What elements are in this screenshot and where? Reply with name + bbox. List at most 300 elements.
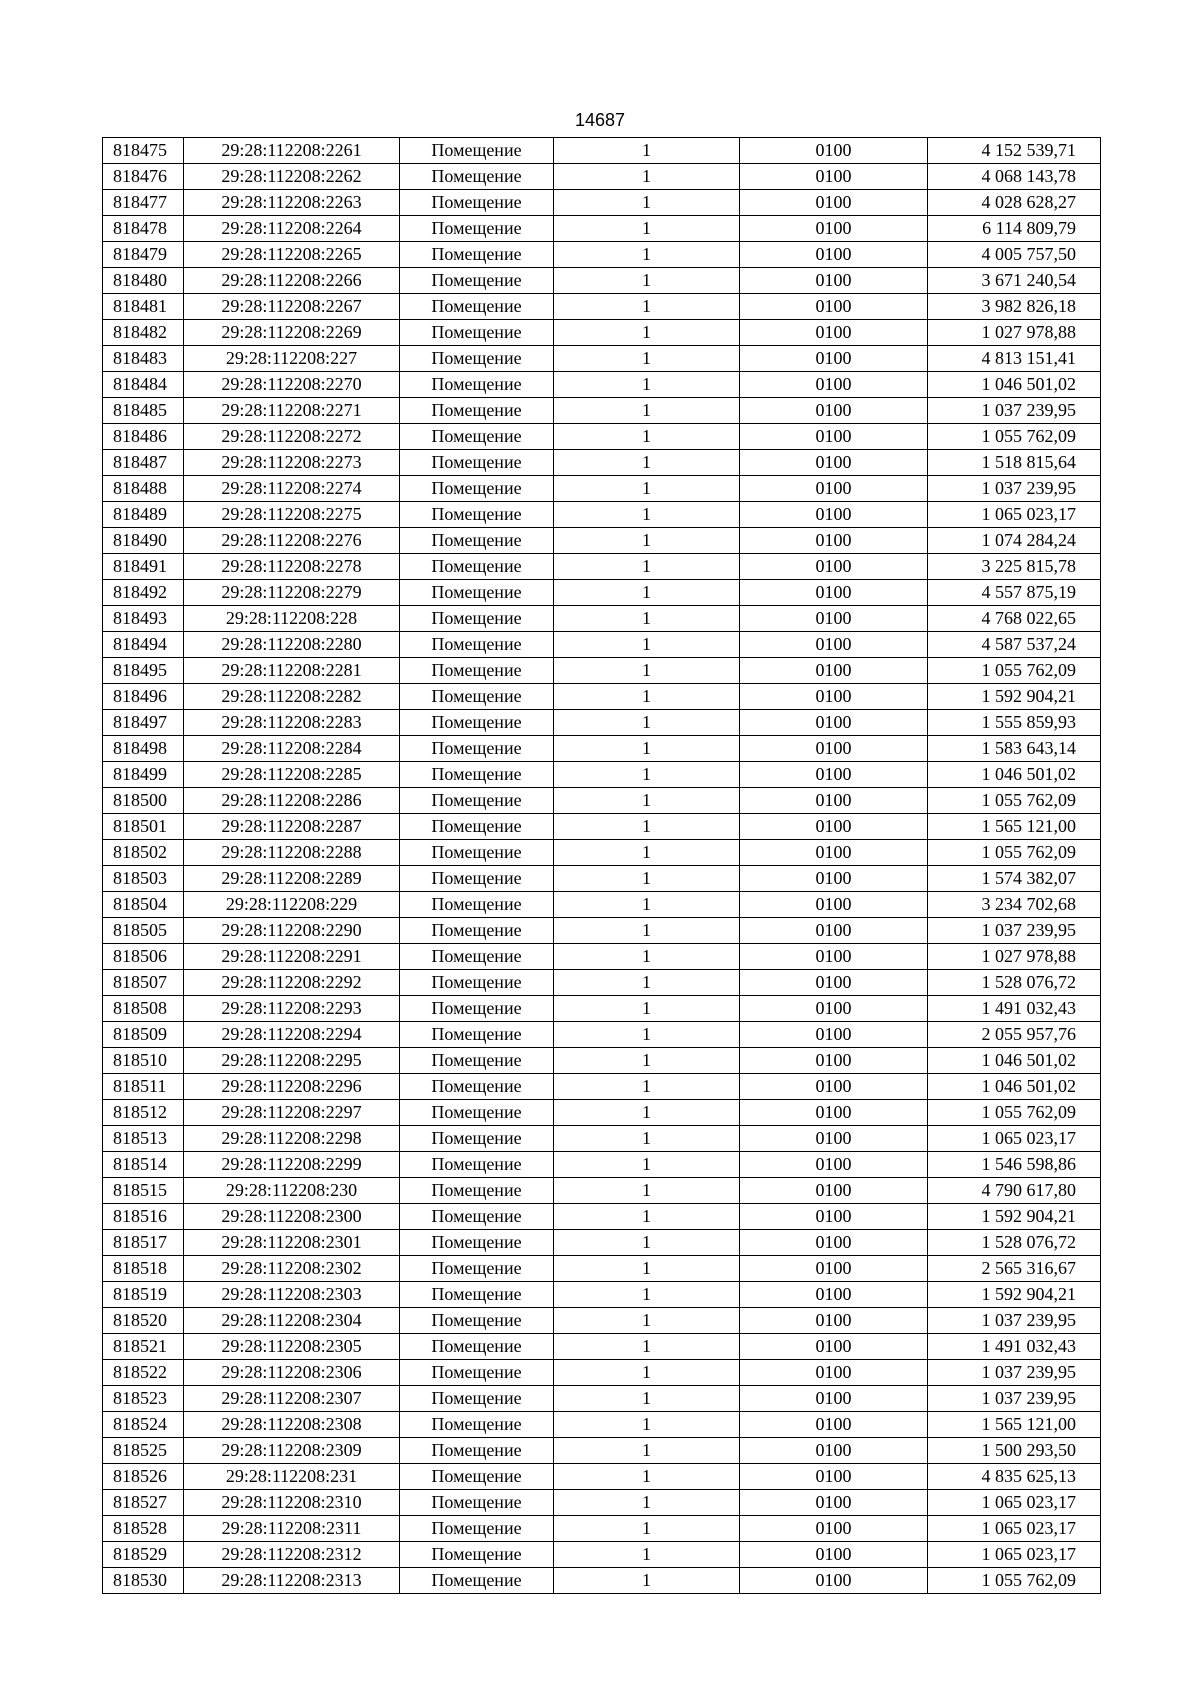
row-number-cell: 818483 — [103, 346, 184, 372]
count-cell: 1 — [554, 1516, 740, 1542]
row-number-cell: 818500 — [103, 788, 184, 814]
cadastral-number-cell: 29:28:112208:2269 — [184, 320, 400, 346]
row-number-cell: 818484 — [103, 372, 184, 398]
table-row — [103, 1386, 1101, 1412]
code-cell: 0100 — [740, 814, 928, 840]
cadastral-number-cell: 29:28:112208:2303 — [184, 1282, 400, 1308]
cadastral-value-cell: 4 587 537,24 — [928, 632, 1101, 658]
cadastral-number-cell: 29:28:112208:2296 — [184, 1074, 400, 1100]
cadastral-number-cell: 29:28:112208:2270 — [184, 372, 400, 398]
object-type-cell: Помещение — [400, 424, 554, 450]
table-row — [103, 606, 1101, 632]
cadastral-number-cell: 29:28:112208:2313 — [184, 1568, 400, 1594]
object-type-cell: Помещение — [400, 1464, 554, 1490]
object-type-cell: Помещение — [400, 736, 554, 762]
object-type-cell: Помещение — [400, 346, 554, 372]
table-row — [103, 866, 1101, 892]
count-cell: 1 — [554, 502, 740, 528]
table-row — [103, 476, 1101, 502]
cadastral-value-cell: 1 027 978,88 — [928, 944, 1101, 970]
count-cell: 1 — [554, 866, 740, 892]
table-row — [103, 424, 1101, 450]
count-cell: 1 — [554, 164, 740, 190]
table-row — [103, 1516, 1101, 1542]
row-number-cell: 818525 — [103, 1438, 184, 1464]
registry-table — [102, 137, 1101, 1594]
table-row — [103, 138, 1101, 164]
cadastral-value-cell: 3 982 826,18 — [928, 294, 1101, 320]
row-number-cell: 818480 — [103, 268, 184, 294]
object-type-cell: Помещение — [400, 1438, 554, 1464]
code-cell: 0100 — [740, 528, 928, 554]
cadastral-number-cell: 29:28:112208:2281 — [184, 658, 400, 684]
code-cell: 0100 — [740, 372, 928, 398]
object-type-cell: Помещение — [400, 1152, 554, 1178]
code-cell: 0100 — [740, 1386, 928, 1412]
code-cell: 0100 — [740, 1464, 928, 1490]
table-row — [103, 398, 1101, 424]
object-type-cell: Помещение — [400, 476, 554, 502]
cadastral-number-cell: 29:28:112208:2267 — [184, 294, 400, 320]
cadastral-value-cell: 1 037 239,95 — [928, 398, 1101, 424]
row-number-cell: 818501 — [103, 814, 184, 840]
cadastral-number-cell: 29:28:112208:2285 — [184, 762, 400, 788]
object-type-cell: Помещение — [400, 1542, 554, 1568]
table-row — [103, 1438, 1101, 1464]
cadastral-number-cell: 29:28:112208:229 — [184, 892, 400, 918]
object-type-cell: Помещение — [400, 1022, 554, 1048]
cadastral-value-cell: 4 152 539,71 — [928, 138, 1101, 164]
table-row — [103, 216, 1101, 242]
code-cell: 0100 — [740, 1152, 928, 1178]
table-row — [103, 918, 1101, 944]
table-row — [103, 1048, 1101, 1074]
cadastral-number-cell: 29:28:112208:2311 — [184, 1516, 400, 1542]
cadastral-number-cell: 29:28:112208:2312 — [184, 1542, 400, 1568]
cadastral-number-cell: 29:28:112208:2308 — [184, 1412, 400, 1438]
code-cell: 0100 — [740, 684, 928, 710]
row-number-cell: 818507 — [103, 970, 184, 996]
cadastral-value-cell: 2 565 316,67 — [928, 1256, 1101, 1282]
count-cell: 1 — [554, 710, 740, 736]
cadastral-number-cell: 29:28:112208:2264 — [184, 216, 400, 242]
code-cell: 0100 — [740, 762, 928, 788]
count-cell: 1 — [554, 346, 740, 372]
cadastral-number-cell: 29:28:112208:2278 — [184, 554, 400, 580]
cadastral-number-cell: 29:28:112208:2297 — [184, 1100, 400, 1126]
code-cell: 0100 — [740, 1334, 928, 1360]
cadastral-value-cell: 1 500 293,50 — [928, 1438, 1101, 1464]
table-row — [103, 736, 1101, 762]
row-number-cell: 818513 — [103, 1126, 184, 1152]
row-number-cell: 818487 — [103, 450, 184, 476]
row-number-cell: 818524 — [103, 1412, 184, 1438]
code-cell: 0100 — [740, 1178, 928, 1204]
code-cell: 0100 — [740, 632, 928, 658]
row-number-cell: 818511 — [103, 1074, 184, 1100]
table-row — [103, 1256, 1101, 1282]
code-cell: 0100 — [740, 710, 928, 736]
cadastral-number-cell: 29:28:112208:2293 — [184, 996, 400, 1022]
code-cell: 0100 — [740, 996, 928, 1022]
object-type-cell: Помещение — [400, 1204, 554, 1230]
cadastral-value-cell: 1 037 239,95 — [928, 1360, 1101, 1386]
cadastral-value-cell: 1 583 643,14 — [928, 736, 1101, 762]
code-cell: 0100 — [740, 1568, 928, 1594]
table-row — [103, 450, 1101, 476]
table-row — [103, 1490, 1101, 1516]
code-cell: 0100 — [740, 242, 928, 268]
row-number-cell: 818530 — [103, 1568, 184, 1594]
cadastral-value-cell: 1 565 121,00 — [928, 1412, 1101, 1438]
table-row — [103, 580, 1101, 606]
code-cell: 0100 — [740, 918, 928, 944]
object-type-cell: Помещение — [400, 138, 554, 164]
count-cell: 1 — [554, 268, 740, 294]
cadastral-value-cell: 4 005 757,50 — [928, 242, 1101, 268]
cadastral-value-cell: 1 046 501,02 — [928, 762, 1101, 788]
object-type-cell: Помещение — [400, 502, 554, 528]
row-number-cell: 818498 — [103, 736, 184, 762]
code-cell: 0100 — [740, 268, 928, 294]
count-cell: 1 — [554, 398, 740, 424]
table-row — [103, 710, 1101, 736]
code-cell: 0100 — [740, 1360, 928, 1386]
cadastral-value-cell: 1 546 598,86 — [928, 1152, 1101, 1178]
cadastral-value-cell: 1 046 501,02 — [928, 1074, 1101, 1100]
count-cell: 1 — [554, 840, 740, 866]
count-cell: 1 — [554, 528, 740, 554]
object-type-cell: Помещение — [400, 1100, 554, 1126]
row-number-cell: 818522 — [103, 1360, 184, 1386]
object-type-cell: Помещение — [400, 970, 554, 996]
row-number-cell: 818505 — [103, 918, 184, 944]
cadastral-number-cell: 29:28:112208:2295 — [184, 1048, 400, 1074]
row-number-cell: 818490 — [103, 528, 184, 554]
code-cell: 0100 — [740, 892, 928, 918]
row-number-cell: 818517 — [103, 1230, 184, 1256]
row-number-cell: 818528 — [103, 1516, 184, 1542]
cadastral-number-cell: 29:28:112208:2276 — [184, 528, 400, 554]
cadastral-number-cell: 29:28:112208:2279 — [184, 580, 400, 606]
table-row — [103, 814, 1101, 840]
table-row — [103, 1542, 1101, 1568]
count-cell: 1 — [554, 684, 740, 710]
object-type-cell: Помещение — [400, 1178, 554, 1204]
count-cell: 1 — [554, 944, 740, 970]
cadastral-value-cell: 4 557 875,19 — [928, 580, 1101, 606]
code-cell: 0100 — [740, 1074, 928, 1100]
cadastral-value-cell: 1 065 023,17 — [928, 1542, 1101, 1568]
row-number-cell: 818514 — [103, 1152, 184, 1178]
table-row — [103, 164, 1101, 190]
count-cell: 1 — [554, 606, 740, 632]
cadastral-number-cell: 29:28:112208:2294 — [184, 1022, 400, 1048]
object-type-cell: Помещение — [400, 554, 554, 580]
table-row — [103, 346, 1101, 372]
cadastral-value-cell: 1 074 284,24 — [928, 528, 1101, 554]
object-type-cell: Помещение — [400, 684, 554, 710]
table-row — [103, 1022, 1101, 1048]
object-type-cell: Помещение — [400, 658, 554, 684]
code-cell: 0100 — [740, 788, 928, 814]
object-type-cell: Помещение — [400, 1308, 554, 1334]
cadastral-number-cell: 29:28:112208:2284 — [184, 736, 400, 762]
cadastral-number-cell: 29:28:112208:2299 — [184, 1152, 400, 1178]
code-cell: 0100 — [740, 190, 928, 216]
cadastral-value-cell: 1 592 904,21 — [928, 1282, 1101, 1308]
row-number-cell: 818477 — [103, 190, 184, 216]
cadastral-value-cell: 1 037 239,95 — [928, 476, 1101, 502]
object-type-cell: Помещение — [400, 268, 554, 294]
count-cell: 1 — [554, 554, 740, 580]
object-type-cell: Помещение — [400, 1386, 554, 1412]
cadastral-number-cell: 29:28:112208:2286 — [184, 788, 400, 814]
cadastral-value-cell: 6 114 809,79 — [928, 216, 1101, 242]
count-cell: 1 — [554, 372, 740, 398]
code-cell: 0100 — [740, 1256, 928, 1282]
cadastral-value-cell: 4 835 625,13 — [928, 1464, 1101, 1490]
code-cell: 0100 — [740, 1412, 928, 1438]
cadastral-number-cell: 29:28:112208:2305 — [184, 1334, 400, 1360]
row-number-cell: 818475 — [103, 138, 184, 164]
cadastral-number-cell: 29:28:112208:2282 — [184, 684, 400, 710]
count-cell: 1 — [554, 216, 740, 242]
code-cell: 0100 — [740, 502, 928, 528]
row-number-cell: 818494 — [103, 632, 184, 658]
count-cell: 1 — [554, 996, 740, 1022]
cadastral-value-cell: 1 518 815,64 — [928, 450, 1101, 476]
count-cell: 1 — [554, 1490, 740, 1516]
row-number-cell: 818486 — [103, 424, 184, 450]
object-type-cell: Помещение — [400, 944, 554, 970]
count-cell: 1 — [554, 788, 740, 814]
cadastral-value-cell: 1 055 762,09 — [928, 1100, 1101, 1126]
row-number-cell: 818529 — [103, 1542, 184, 1568]
count-cell: 1 — [554, 1152, 740, 1178]
table-row — [103, 1464, 1101, 1490]
count-cell: 1 — [554, 1282, 740, 1308]
code-cell: 0100 — [740, 866, 928, 892]
row-number-cell: 818506 — [103, 944, 184, 970]
table-row — [103, 1308, 1101, 1334]
code-cell: 0100 — [740, 216, 928, 242]
cadastral-value-cell: 3 671 240,54 — [928, 268, 1101, 294]
count-cell: 1 — [554, 294, 740, 320]
table-row — [103, 996, 1101, 1022]
table-row — [103, 554, 1101, 580]
cadastral-value-cell: 1 046 501,02 — [928, 1048, 1101, 1074]
cadastral-number-cell: 29:28:112208:2309 — [184, 1438, 400, 1464]
table-row — [103, 1152, 1101, 1178]
table-row — [103, 788, 1101, 814]
cadastral-value-cell: 1 055 762,09 — [928, 788, 1101, 814]
table-row — [103, 970, 1101, 996]
code-cell: 0100 — [740, 1308, 928, 1334]
count-cell: 1 — [554, 762, 740, 788]
count-cell: 1 — [554, 814, 740, 840]
cadastral-number-cell: 29:28:112208:2283 — [184, 710, 400, 736]
count-cell: 1 — [554, 1048, 740, 1074]
row-number-cell: 818502 — [103, 840, 184, 866]
row-number-cell: 818509 — [103, 1022, 184, 1048]
row-number-cell: 818519 — [103, 1282, 184, 1308]
object-type-cell: Помещение — [400, 1568, 554, 1594]
cadastral-number-cell: 29:28:112208:2301 — [184, 1230, 400, 1256]
cadastral-number-cell: 29:28:112208:2288 — [184, 840, 400, 866]
object-type-cell: Помещение — [400, 1230, 554, 1256]
count-cell: 1 — [554, 1464, 740, 1490]
cadastral-number-cell: 29:28:112208:2274 — [184, 476, 400, 502]
table-row — [103, 1074, 1101, 1100]
count-cell: 1 — [554, 1204, 740, 1230]
code-cell: 0100 — [740, 580, 928, 606]
code-cell: 0100 — [740, 970, 928, 996]
cadastral-value-cell: 1 574 382,07 — [928, 866, 1101, 892]
object-type-cell: Помещение — [400, 840, 554, 866]
count-cell: 1 — [554, 476, 740, 502]
cadastral-number-cell: 29:28:112208:2275 — [184, 502, 400, 528]
table-row — [103, 190, 1101, 216]
cadastral-number-cell: 29:28:112208:2271 — [184, 398, 400, 424]
object-type-cell: Помещение — [400, 762, 554, 788]
table-row — [103, 294, 1101, 320]
cadastral-value-cell: 1 055 762,09 — [928, 840, 1101, 866]
cadastral-value-cell: 1 065 023,17 — [928, 1126, 1101, 1152]
code-cell: 0100 — [740, 736, 928, 762]
row-number-cell: 818516 — [103, 1204, 184, 1230]
cadastral-number-cell: 29:28:112208:2266 — [184, 268, 400, 294]
object-type-cell: Помещение — [400, 372, 554, 398]
row-number-cell: 818485 — [103, 398, 184, 424]
cadastral-value-cell: 2 055 957,76 — [928, 1022, 1101, 1048]
object-type-cell: Помещение — [400, 528, 554, 554]
object-type-cell: Помещение — [400, 996, 554, 1022]
cadastral-value-cell: 1 528 076,72 — [928, 970, 1101, 996]
cadastral-number-cell: 29:28:112208:227 — [184, 346, 400, 372]
object-type-cell: Помещение — [400, 1360, 554, 1386]
code-cell: 0100 — [740, 138, 928, 164]
object-type-cell: Помещение — [400, 320, 554, 346]
object-type-cell: Помещение — [400, 1126, 554, 1152]
count-cell: 1 — [554, 1022, 740, 1048]
cadastral-value-cell: 3 225 815,78 — [928, 554, 1101, 580]
object-type-cell: Помещение — [400, 1256, 554, 1282]
row-number-cell: 818512 — [103, 1100, 184, 1126]
row-number-cell: 818504 — [103, 892, 184, 918]
count-cell: 1 — [554, 1568, 740, 1594]
cadastral-value-cell: 1 037 239,95 — [928, 1386, 1101, 1412]
cadastral-number-cell: 29:28:112208:2263 — [184, 190, 400, 216]
count-cell: 1 — [554, 1256, 740, 1282]
count-cell: 1 — [554, 1074, 740, 1100]
row-number-cell: 818515 — [103, 1178, 184, 1204]
cadastral-number-cell: 29:28:112208:231 — [184, 1464, 400, 1490]
count-cell: 1 — [554, 320, 740, 346]
cadastral-number-cell: 29:28:112208:228 — [184, 606, 400, 632]
cadastral-number-cell: 29:28:112208:2304 — [184, 1308, 400, 1334]
count-cell: 1 — [554, 138, 740, 164]
object-type-cell: Помещение — [400, 1048, 554, 1074]
object-type-cell: Помещение — [400, 788, 554, 814]
cadastral-number-cell: 29:28:112208:2292 — [184, 970, 400, 996]
cadastral-number-cell: 29:28:112208:2298 — [184, 1126, 400, 1152]
cadastral-value-cell: 3 234 702,68 — [928, 892, 1101, 918]
cadastral-number-cell: 29:28:112208:2287 — [184, 814, 400, 840]
count-cell: 1 — [554, 450, 740, 476]
row-number-cell: 818481 — [103, 294, 184, 320]
cadastral-value-cell: 1 491 032,43 — [928, 996, 1101, 1022]
object-type-cell: Помещение — [400, 294, 554, 320]
cadastral-number-cell: 29:28:112208:2290 — [184, 918, 400, 944]
cadastral-number-cell: 29:28:112208:2300 — [184, 1204, 400, 1230]
object-type-cell: Помещение — [400, 606, 554, 632]
row-number-cell: 818503 — [103, 866, 184, 892]
count-cell: 1 — [554, 1308, 740, 1334]
row-number-cell: 818491 — [103, 554, 184, 580]
table-row — [103, 372, 1101, 398]
code-cell: 0100 — [740, 944, 928, 970]
row-number-cell: 818495 — [103, 658, 184, 684]
row-number-cell: 818489 — [103, 502, 184, 528]
code-cell: 0100 — [740, 294, 928, 320]
table-row — [103, 840, 1101, 866]
object-type-cell: Помещение — [400, 710, 554, 736]
code-cell: 0100 — [740, 164, 928, 190]
object-type-cell: Помещение — [400, 164, 554, 190]
table-row — [103, 1334, 1101, 1360]
object-type-cell: Помещение — [400, 918, 554, 944]
table-row — [103, 502, 1101, 528]
cadastral-value-cell: 1 491 032,43 — [928, 1334, 1101, 1360]
code-cell: 0100 — [740, 1126, 928, 1152]
table-row — [103, 892, 1101, 918]
cadastral-value-cell: 1 065 023,17 — [928, 502, 1101, 528]
cadastral-value-cell: 4 813 151,41 — [928, 346, 1101, 372]
table-row — [103, 242, 1101, 268]
row-number-cell: 818526 — [103, 1464, 184, 1490]
cadastral-value-cell: 1 037 239,95 — [928, 1308, 1101, 1334]
cadastral-value-cell: 4 790 617,80 — [928, 1178, 1101, 1204]
count-cell: 1 — [554, 1412, 740, 1438]
object-type-cell: Помещение — [400, 1282, 554, 1308]
count-cell: 1 — [554, 1126, 740, 1152]
cadastral-value-cell: 1 037 239,95 — [928, 918, 1101, 944]
object-type-cell: Помещение — [400, 1074, 554, 1100]
row-number-cell: 818510 — [103, 1048, 184, 1074]
cadastral-number-cell: 29:28:112208:2291 — [184, 944, 400, 970]
code-cell: 0100 — [740, 320, 928, 346]
object-type-cell: Помещение — [400, 1516, 554, 1542]
cadastral-number-cell: 29:28:112208:2307 — [184, 1386, 400, 1412]
cadastral-number-cell: 29:28:112208:2310 — [184, 1490, 400, 1516]
row-number-cell: 818518 — [103, 1256, 184, 1282]
cadastral-value-cell: 1 055 762,09 — [928, 658, 1101, 684]
cadastral-number-cell: 29:28:112208:2273 — [184, 450, 400, 476]
object-type-cell: Помещение — [400, 814, 554, 840]
object-type-cell: Помещение — [400, 190, 554, 216]
count-cell: 1 — [554, 970, 740, 996]
count-cell: 1 — [554, 580, 740, 606]
row-number-cell: 818499 — [103, 762, 184, 788]
table-row — [103, 944, 1101, 970]
row-number-cell: 818496 — [103, 684, 184, 710]
table-row — [103, 1230, 1101, 1256]
code-cell: 0100 — [740, 1230, 928, 1256]
row-number-cell: 818493 — [103, 606, 184, 632]
cadastral-number-cell: 29:28:112208:2280 — [184, 632, 400, 658]
cadastral-number-cell: 29:28:112208:2265 — [184, 242, 400, 268]
